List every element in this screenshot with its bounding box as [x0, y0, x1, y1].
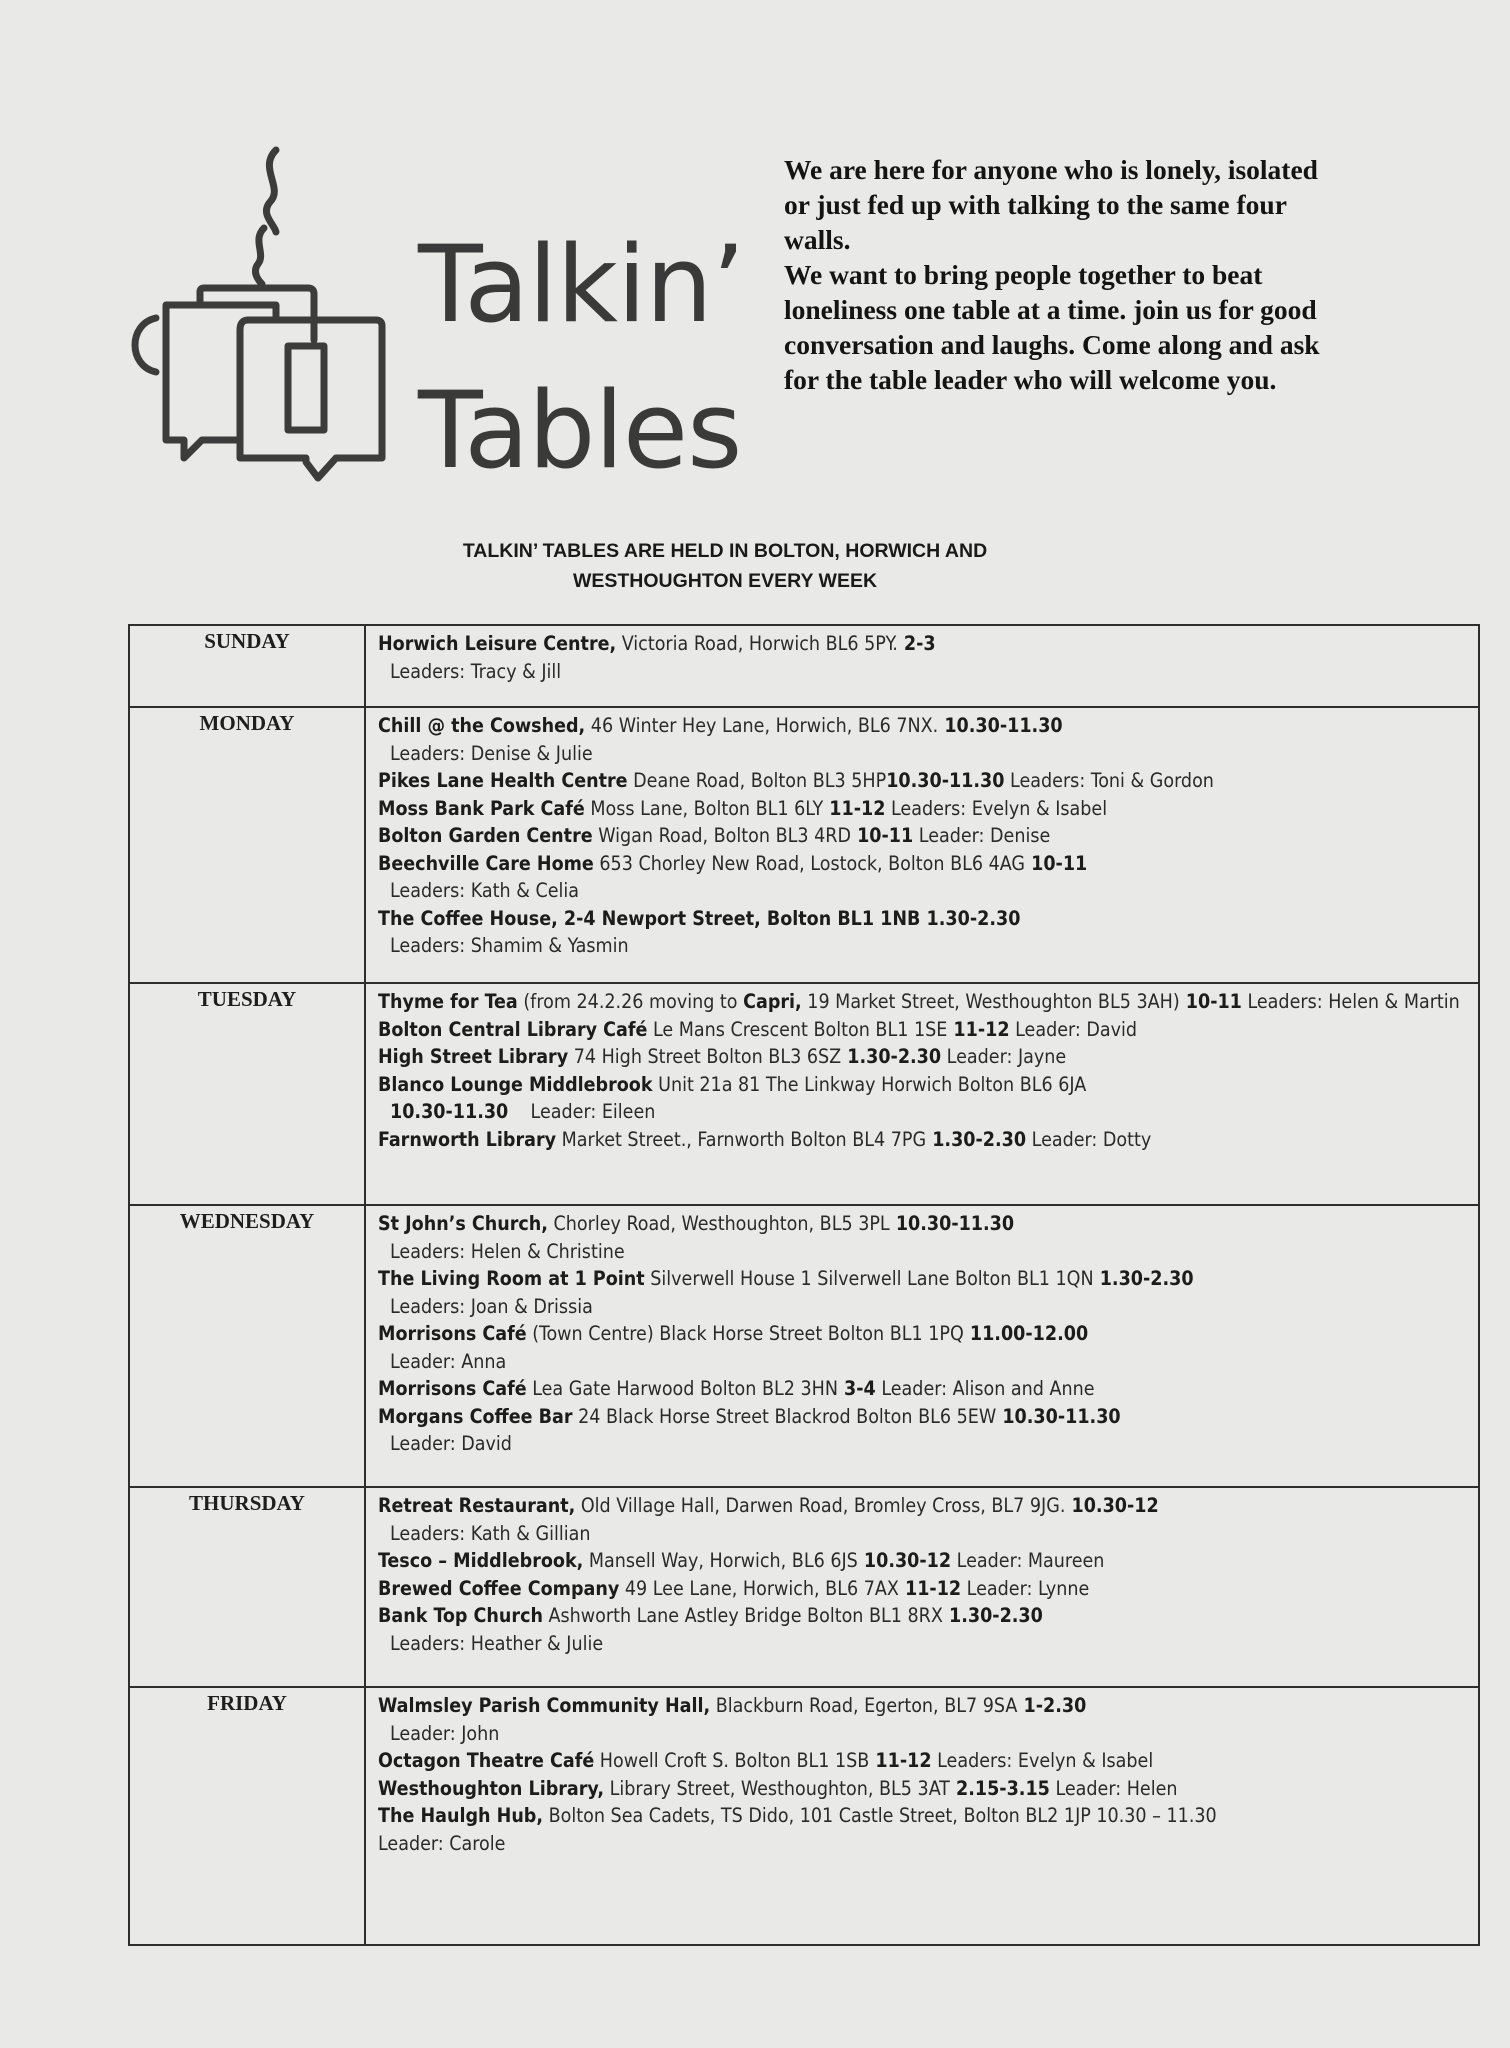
- session-time: 10.30-11.30: [938, 714, 1063, 737]
- session-leaders: Leaders: Shamim & Yasmin: [390, 934, 629, 957]
- schedule-heading-line-2: WESTHOUGHTON EVERY WEEK: [572, 570, 878, 592]
- session-time: 11-12: [898, 1576, 962, 1600]
- day-label: SUNDAY: [129, 625, 365, 707]
- session-leaders: Leaders: Joan & Drissia: [390, 1294, 593, 1318]
- venue-name: Chill @ the Cowshed,: [378, 714, 586, 737]
- venue-entry: [378, 905, 1468, 960]
- venue-address: 653 Chorley New Road, Lostock, Bolton BL6 4AG: [593, 851, 1026, 875]
- venue-address: Victoria Road, Horwich BL6 5PY.: [616, 632, 898, 655]
- venue-entry: [378, 795, 1468, 823]
- schedule-heading-line-1: TALKIN’ TABLES ARE HELD IN BOLTON, HORWICH AND: [462, 540, 988, 562]
- venue-address: Le Mans Crescent Bolton BL1 1SE: [647, 1017, 948, 1041]
- venue-name: Beechville Care Home: [378, 851, 594, 875]
- intro-text: [784, 152, 1344, 397]
- venue-address: Ashworth Lane Astley Bridge Bolton BL1 8RX: [542, 1604, 943, 1627]
- schedule-row-thursday: [129, 1487, 1479, 1687]
- venue-entry: [378, 1043, 1468, 1071]
- venue-entry: [378, 712, 1468, 767]
- session-time: 3-4: [837, 1377, 876, 1400]
- venue-address: 46 Winter Hey Lane, Horwich, BL6 7NX.: [585, 714, 939, 737]
- venue-name: Thyme for Tea: [378, 990, 518, 1013]
- session-leaders: Leaders: Helen & Martin: [1241, 990, 1460, 1013]
- venue-entry: [378, 1692, 1468, 1747]
- venue-name: Capri,: [743, 990, 802, 1013]
- venue-address: 74 High Street Bolton BL3 6SZ: [568, 1045, 842, 1068]
- venue-address: Library Street, Westhoughton, BL5 3AT: [604, 1776, 950, 1800]
- session-time: 10.30-11.30: [886, 769, 1005, 792]
- venue-name: The Living Room at 1 Point: [378, 1267, 645, 1290]
- venue-address: 19 Market Street, Westhoughton BL5 3AH): [801, 990, 1180, 1013]
- session-time: 1.30-2.30: [920, 906, 1021, 930]
- venue-address: Bolton Sea Cadets, TS Dido, 101 Castle Street, Bolton BL2 1JP 10.30 – 11.30: [543, 1804, 1217, 1827]
- day-label: THURSDAY: [129, 1487, 365, 1687]
- session-time: 1-2.30: [1017, 1694, 1087, 1717]
- session-leaders: Leader: Anna: [390, 1349, 507, 1373]
- session-time: 10.30-11.30: [889, 1212, 1015, 1235]
- venue-address: Howell Croft S. Bolton BL1 1SB: [594, 1749, 870, 1772]
- venue-address: Chorley Road, Westhoughton, BL5 3PL: [547, 1212, 890, 1235]
- session-leaders: Leaders: Evelyn & Isabel: [885, 796, 1108, 820]
- session-leaders: Leaders: Denise & Julie: [390, 741, 593, 765]
- session-time: 10-11: [850, 824, 914, 847]
- session-time: 10.30-12: [857, 1549, 952, 1572]
- schedule-row-wednesday: [129, 1205, 1479, 1487]
- venue-address: Moss Lane, Bolton BL1 6LY: [584, 796, 824, 820]
- venue-name: Octagon Theatre Café: [378, 1749, 595, 1772]
- session-leaders: Leaders: Toni & Gordon: [1004, 769, 1214, 792]
- venue-entry: [378, 1602, 1468, 1657]
- venue-name: Morgans Coffee Bar: [378, 1404, 573, 1428]
- venue-name: The Haulgh Hub,: [378, 1804, 544, 1827]
- venue-name: Westhoughton Library,: [378, 1776, 605, 1800]
- session-leaders: Leader: Denise: [913, 824, 1051, 847]
- venue-entry: [378, 1375, 1468, 1403]
- session-leaders: Leader: Jayne: [941, 1045, 1067, 1068]
- mug-speech-bubbles-logo-icon: [128, 140, 398, 520]
- venue-entry: [378, 1071, 1468, 1099]
- venue-name: Retreat Restaurant,: [378, 1494, 576, 1517]
- session-time: 10-11: [1179, 990, 1242, 1013]
- venue-name: Bolton Central Library Café: [378, 1017, 648, 1041]
- venue-entry: [378, 1210, 1468, 1265]
- session-leaders: Leader: John: [390, 1721, 500, 1745]
- session-leaders: Leader: Alison and Anne: [875, 1377, 1095, 1400]
- schedule-row-sunday: [129, 625, 1479, 707]
- logo-text-talkin: Talkin’: [418, 223, 745, 346]
- weekly-schedule-table: [128, 624, 1480, 1946]
- session-leaders: Leaders: Evelyn & Isabel: [931, 1749, 1154, 1772]
- venue-address: Old Village Hall, Darwen Road, Bromley Cross, BL7 9JG.: [575, 1494, 1066, 1517]
- session-time: 1.30-2.30: [1093, 1267, 1194, 1290]
- venue-address: (Town Centre) Black Horse Street Bolton BL1 1PQ: [526, 1322, 964, 1345]
- session-time: 11-12: [823, 796, 886, 820]
- venue-name: Brewed Coffee Company: [378, 1576, 620, 1600]
- session-time: 10-11: [1025, 851, 1088, 875]
- day-label: TUESDAY: [129, 983, 365, 1205]
- venue-entry: [378, 1016, 1468, 1044]
- venue-address: Silverwell House 1 Silverwell Lane Bolton BL1 1QN: [644, 1267, 1094, 1290]
- venue-entry: [378, 630, 1468, 685]
- session-leaders: Leader: David: [390, 1432, 512, 1455]
- venue-name: Pikes Lane Health Centre: [378, 769, 628, 792]
- venue-address: Deane Road, Bolton BL3 5HP: [627, 769, 887, 792]
- session-time: 10.30-11.30: [390, 1100, 509, 1123]
- venue-list: [365, 625, 1479, 707]
- venue-name: Bank Top Church: [378, 1604, 543, 1627]
- session-leaders: Leader: David: [1009, 1017, 1138, 1041]
- session-leaders: Leaders: Helen & Christine: [390, 1239, 625, 1263]
- session-leaders: Leader: Carole: [378, 1831, 506, 1855]
- session-time: 10.30-11.30: [996, 1404, 1121, 1428]
- venue-entry: [378, 988, 1468, 1016]
- session-leaders: Leader: Maureen: [951, 1549, 1105, 1572]
- day-label: FRIDAY: [129, 1687, 365, 1945]
- venue-address: Mansell Way, Horwich, BL6 6JS: [583, 1549, 858, 1572]
- venue-entry: [378, 1126, 1468, 1154]
- venue-entry: [378, 1492, 1468, 1547]
- venue-name: Moss Bank Park Café: [378, 796, 585, 820]
- schedule-row-tuesday: [129, 983, 1479, 1205]
- venue-entry: [378, 1547, 1468, 1575]
- schedule-heading: [400, 536, 1050, 596]
- venue-name: Walmsley Parish Community Hall,: [378, 1694, 711, 1717]
- venue-entry: [378, 1403, 1468, 1458]
- session-time: 11.00-12.00: [963, 1322, 1089, 1345]
- venue-entry: [378, 822, 1468, 850]
- venue-address: Lea Gate Harwood Bolton BL2 3HN: [526, 1377, 838, 1400]
- session-leaders: Leaders: Kath & Celia: [390, 879, 580, 902]
- day-label: MONDAY: [129, 707, 365, 983]
- schedule-row-friday: [129, 1687, 1479, 1945]
- session-time: 11-12: [869, 1749, 932, 1772]
- venue-list: [365, 1205, 1479, 1487]
- intro-paragraph-1: We are here for anyone who is lonely, isolated or just fed up with talking to the same four walls.: [784, 154, 1318, 255]
- venue-entry: [378, 1098, 1468, 1126]
- venue-list: [365, 1687, 1479, 1945]
- venue-address: Unit 21a 81 The Linkway Horwich Bolton BL6 6JA: [652, 1072, 1087, 1096]
- venue-name: Farnworth Library: [378, 1127, 557, 1151]
- logo-text-tables: Tables: [418, 369, 742, 492]
- venue-name: Horwich Leisure Centre,: [378, 632, 617, 655]
- session-leaders: Leader: Dotty: [1026, 1127, 1152, 1151]
- venue-entry: [378, 767, 1468, 795]
- session-leaders: Leader: Eileen: [508, 1100, 656, 1123]
- venue-address: Blackburn Road, Egerton, BL7 9SA: [710, 1694, 1018, 1717]
- session-time: 1.30-2.30: [942, 1604, 1043, 1627]
- venue-entry: [378, 1265, 1468, 1320]
- session-leaders: Leader: Helen: [1049, 1776, 1178, 1800]
- session-time: 1.30-2.30: [926, 1127, 1027, 1151]
- venue-entry: [378, 1747, 1468, 1775]
- session-time: 11-12: [947, 1017, 1010, 1041]
- venue-list: [365, 983, 1479, 1205]
- schedule-row-monday: [129, 707, 1479, 983]
- venue-entry: [378, 1802, 1468, 1857]
- session-time: 2.15-3.15: [949, 1776, 1050, 1800]
- venue-address: (from 24.2.26 moving to: [517, 990, 744, 1013]
- venue-address: 49 Lee Lane, Horwich, BL6 7AX: [619, 1576, 899, 1600]
- session-time: 2-3: [897, 632, 936, 655]
- session-leaders: Leader: Lynne: [961, 1576, 1090, 1600]
- venue-name: Morrisons Café: [378, 1322, 527, 1345]
- venue-list: [365, 1487, 1479, 1687]
- day-label: WEDNESDAY: [129, 1205, 365, 1487]
- venue-name: The Coffee House, 2-4 Newport Street, Bolton BL1 1NB: [378, 906, 921, 930]
- venue-name: Tesco – Middlebrook,: [378, 1549, 584, 1572]
- venue-address: 24 Black Horse Street Blackrod Bolton BL6 5EW: [572, 1404, 997, 1428]
- venue-name: Bolton Garden Centre: [378, 824, 593, 847]
- session-leaders: Leaders: Kath & Gillian: [390, 1521, 591, 1545]
- venue-entry: [378, 1320, 1468, 1375]
- venue-name: St John’s Church,: [378, 1212, 548, 1235]
- venue-address: Wigan Road, Bolton BL3 4RD: [592, 824, 851, 847]
- venue-name: High Street Library: [378, 1045, 569, 1068]
- venue-list: [365, 707, 1479, 983]
- venue-entry: [378, 850, 1468, 905]
- session-leaders: Leaders: Heather & Julie: [390, 1631, 604, 1655]
- venue-entry: [378, 1575, 1468, 1603]
- session-time: 1.30-2.30: [841, 1045, 942, 1068]
- venue-name: Blanco Lounge Middlebrook: [378, 1072, 653, 1096]
- venue-address: Market Street., Farnworth Bolton BL4 7PG: [556, 1127, 927, 1151]
- venue-entry: [378, 1775, 1468, 1803]
- venue-name: Morrisons Café: [378, 1377, 527, 1400]
- session-leaders: Leaders: Tracy & Jill: [390, 659, 562, 683]
- session-time: 10.30-12: [1065, 1494, 1159, 1517]
- intro-paragraph-2: We want to bring people together to beat loneliness one table at a time. join us for good conversation and laughs. Come along and ask for the table leader who will welcome you.: [784, 259, 1320, 395]
